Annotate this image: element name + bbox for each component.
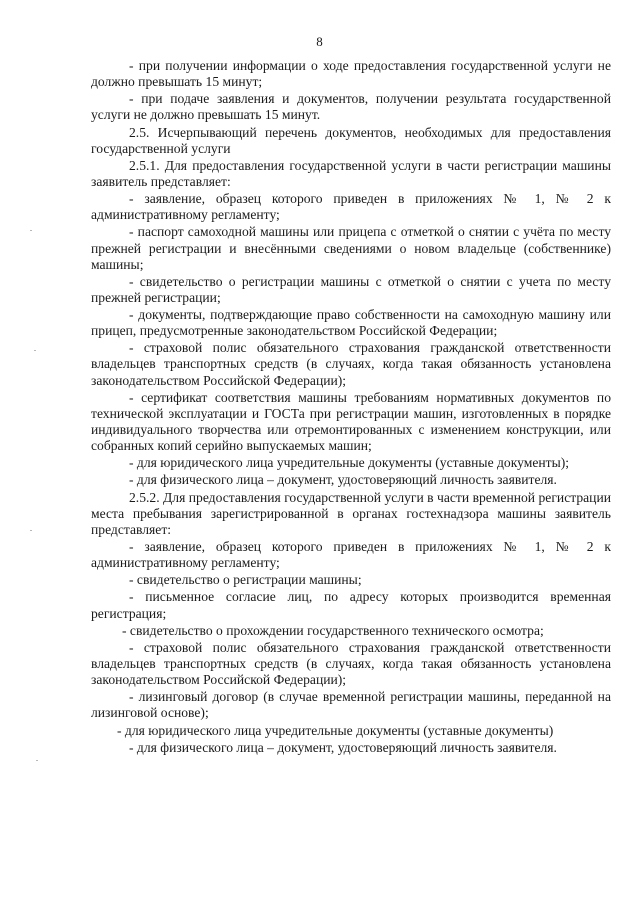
paragraph: - при подаче заявления и документов, получении результата государственной услуги не должно превышать 15 минут. <box>91 91 611 123</box>
list-item: - для юридического лица учредительные документы (уставные документы); <box>129 455 570 471</box>
list-item: - для юридического лица учредительные документы (уставные документы) <box>117 722 554 738</box>
list-item: - свидетельство о регистрации машины с отметкой о снятии с учета по месту прежней регистрации; <box>91 273 611 305</box>
paragraph: - при получении информации о ходе предоставления государственной услуги не должно превышать 15 минут; <box>91 58 611 90</box>
list-item: - свидетельство о регистрации машины; <box>129 572 362 588</box>
section-heading: 2.5. Исчерпывающий перечень документов, необходимых для предоставления государственной услуги <box>91 124 611 156</box>
list-item: - паспорт самоходной машины или прицепа с отметкой о снятии с учёта по месту прежней регистрации и внесёнными сведениями о новом владельце (собственнике) машины; <box>91 224 611 272</box>
list-item: - свидетельство о прохождении государственного технического осмотра; <box>122 622 544 638</box>
scan-margin-marks <box>30 200 44 800</box>
list-item: - лизинговый договор (в случае временной регистрации машины, переданной на лизинговой основе); <box>91 689 611 721</box>
list-item: - заявление, образец которого приведен в приложениях № 1, № 2 к административному регламенту; <box>91 191 611 223</box>
list-item: - сертификат соответствия машины требованиям нормативных документов по технической эксплуатации и ГОСТа при регистрации машин, изготовленных в порядке индивидуального творчества или отремонтированных с изменением конструкции, или собранных копий серийно выпускаемых машин; <box>91 389 611 453</box>
list-item: - страховой полис обязательного страхования гражданской ответственности владельцев транспортных средств (в случаях, когда такая обязанность установлена законодательством Российской Федерации); <box>91 340 611 388</box>
list-item: - для физического лица – документ, удостоверяющий личность заявителя. <box>129 472 557 488</box>
list-item: - заявление, образец которого приведен в приложениях № 1, № 2 к административному регламенту; <box>91 538 611 571</box>
list-item: - письменное согласие лиц, по адресу которых производится временная регистрация; <box>91 589 611 621</box>
subsection-heading: 2.5.2. Для предоставления государственной услуги в части временной регистрации места пребывания зарегистрированной в органах гостехнадзора машины заявитель представляет: <box>91 489 611 537</box>
document-text <box>91 58 611 757</box>
page-number: 8 <box>316 34 323 49</box>
subsection-heading: 2.5.1. Для предоставления государственной услуги в части регистрации машины заявитель представляет: <box>91 157 611 189</box>
list-item: - страховой полис обязательного страхования гражданской ответственности владельцев транспортных средств (в случаях, когда такая обязанность установлена законодательством Российской Федерации); <box>91 639 611 688</box>
list-item: - для физического лица – документ, удостоверяющий личность заявителя. <box>129 739 557 755</box>
list-item: - документы, подтверждающие право собственности на самоходную машину или прицеп, предусмотренные законодательством Российской Федерации; <box>91 307 611 339</box>
